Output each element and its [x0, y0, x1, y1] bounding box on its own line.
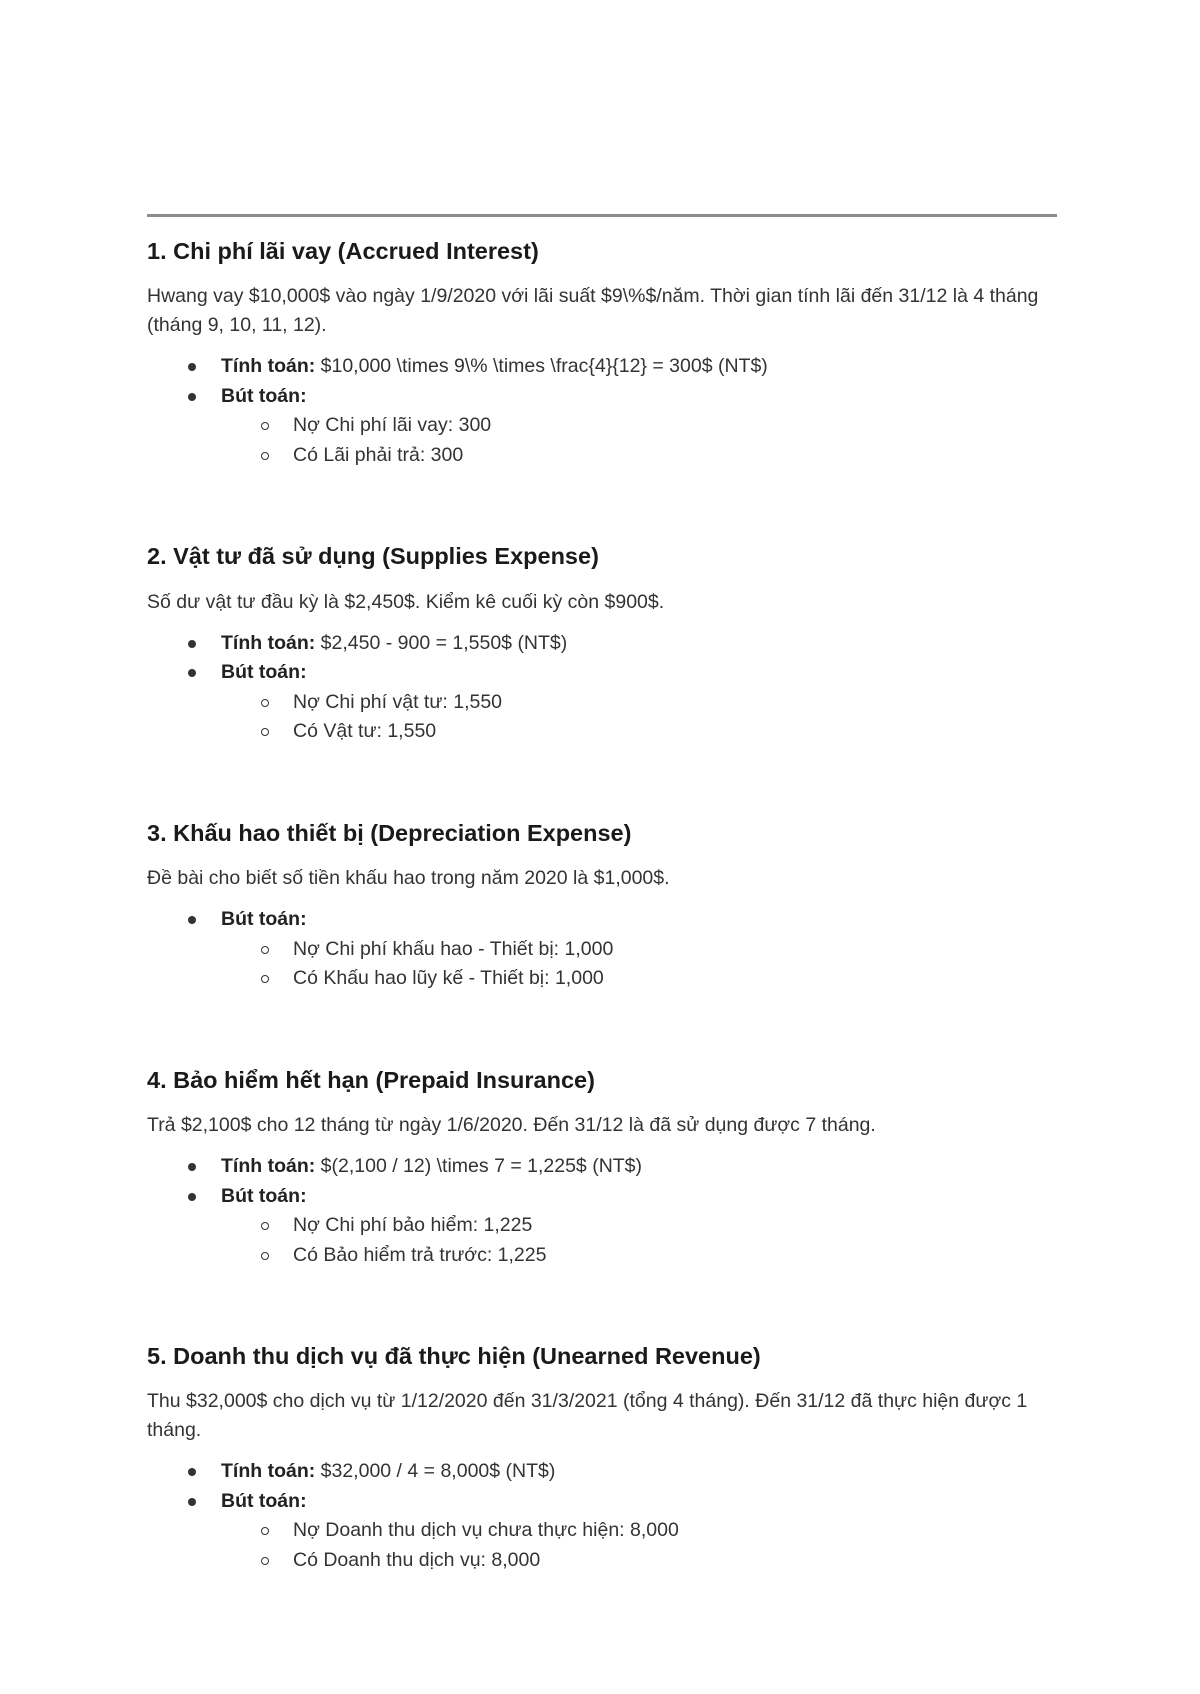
journal-entry-list	[221, 1211, 1057, 1270]
journal-entry-label: Bút toán:	[221, 384, 307, 407]
journal-entry-list	[221, 935, 1057, 994]
bullet-list	[147, 352, 1057, 470]
calculation-label: Tính toán:	[221, 1460, 316, 1483]
debit-entry: Nợ Doanh thu dịch vụ chưa thực hiện: 8,000	[261, 1516, 1057, 1546]
horizontal-rule	[147, 214, 1057, 217]
credit-entry: Có Vật tư: 1,550	[261, 717, 1057, 747]
debit-entry: Nợ Chi phí khấu hao - Thiết bị: 1,000	[261, 935, 1057, 965]
credit-entry: Có Lãi phải trả: 300	[261, 441, 1057, 471]
journal-entry-label: Bút toán:	[221, 1184, 307, 1207]
journal-entry-list	[221, 688, 1057, 747]
section-description: Đề bài cho biết số tiền khấu hao trong năm 2020 là $1,000$.	[147, 867, 670, 890]
journal-entry-item	[188, 905, 1057, 994]
credit-entry: Có Bảo hiểm trả trước: 1,225	[261, 1241, 1057, 1271]
section-heading: 2. Vật tư đã sử dụng (Supplies Expense)	[147, 543, 599, 570]
bullet-list	[147, 1152, 1057, 1270]
journal-entry-label: Bút toán:	[221, 1489, 307, 1512]
calculation-text: $32,000 / 4 = 8,000$ (NT$)	[315, 1460, 556, 1483]
bullet-list	[147, 629, 1057, 747]
journal-entry-label: Bút toán:	[221, 661, 307, 684]
journal-entry-item	[188, 1182, 1057, 1271]
section-depreciation-expense	[147, 819, 1057, 994]
calculation-text: $(2,100 / 12) \times 7 = 1,225$ (NT$)	[315, 1155, 643, 1177]
calculation-item	[188, 1457, 1057, 1487]
section-description: Trả $2,100$ cho 12 tháng từ ngày 1/6/2020. Đến 31/12 là đã sử dụng được 7 tháng.	[147, 1114, 876, 1136]
calculation-item	[188, 629, 1057, 659]
section-description: Thu $32,000$ cho dịch vụ từ 1/12/2020 đến 31/3/2021 (tổng 4 tháng). Đến 31/12 đã thực hiện được 1 tháng.	[147, 1390, 1028, 1442]
debit-entry: Nợ Chi phí vật tư: 1,550	[261, 688, 1057, 718]
section-prepaid-insurance	[147, 1066, 1057, 1270]
credit-entry: Có Doanh thu dịch vụ: 8,000	[261, 1546, 1057, 1576]
section-description: Hwang vay $10,000$ vào ngày 1/9/2020 với lãi suất $9\%$/năm. Thời gian tính lãi đến 31/12 là 4 tháng (tháng 9, 10, 11, 12).	[147, 285, 1039, 337]
journal-entry-item	[188, 382, 1057, 471]
calculation-label: Tính toán:	[221, 1155, 316, 1177]
document-page	[147, 214, 1057, 1575]
section-unearned-revenue	[147, 1342, 1057, 1575]
section-heading: 4. Bảo hiểm hết hạn (Prepaid Insurance)	[147, 1066, 595, 1093]
debit-entry: Nợ Chi phí lãi vay: 300	[261, 411, 1057, 441]
debit-entry: Nợ Chi phí bảo hiểm: 1,225	[261, 1211, 1057, 1241]
calculation-label: Tính toán:	[221, 355, 316, 378]
journal-entry-list	[221, 411, 1057, 470]
calculation-item	[188, 1152, 1057, 1182]
section-supplies-expense	[147, 542, 1057, 746]
section-heading: 3. Khấu hao thiết bị (Depreciation Expense)	[147, 819, 632, 846]
calculation-label: Tính toán:	[221, 631, 316, 654]
section-heading: 5. Doanh thu dịch vụ đã thực hiện (Unearned Revenue)	[147, 1343, 761, 1369]
bullet-list	[147, 905, 1057, 994]
credit-entry: Có Khấu hao lũy kế - Thiết bị: 1,000	[261, 964, 1057, 994]
calculation-text: $2,450 - 900 = 1,550$ (NT$)	[315, 631, 568, 654]
calculation-text: $10,000 \times 9\% \times \frac{4}{12} = 300$ (NT$)	[315, 355, 768, 378]
journal-entry-list	[221, 1516, 1057, 1575]
journal-entry-label: Bút toán:	[221, 908, 307, 931]
journal-entry-item	[188, 1487, 1057, 1576]
section-accrued-interest	[147, 237, 1057, 470]
section-description: Số dư vật tư đầu kỳ là $2,450$. Kiểm kê cuối kỳ còn $900$.	[147, 590, 665, 613]
section-heading: 1. Chi phí lãi vay (Accrued Interest)	[147, 238, 539, 264]
bullet-list	[147, 1457, 1057, 1575]
journal-entry-item	[188, 658, 1057, 747]
calculation-item	[188, 352, 1057, 382]
